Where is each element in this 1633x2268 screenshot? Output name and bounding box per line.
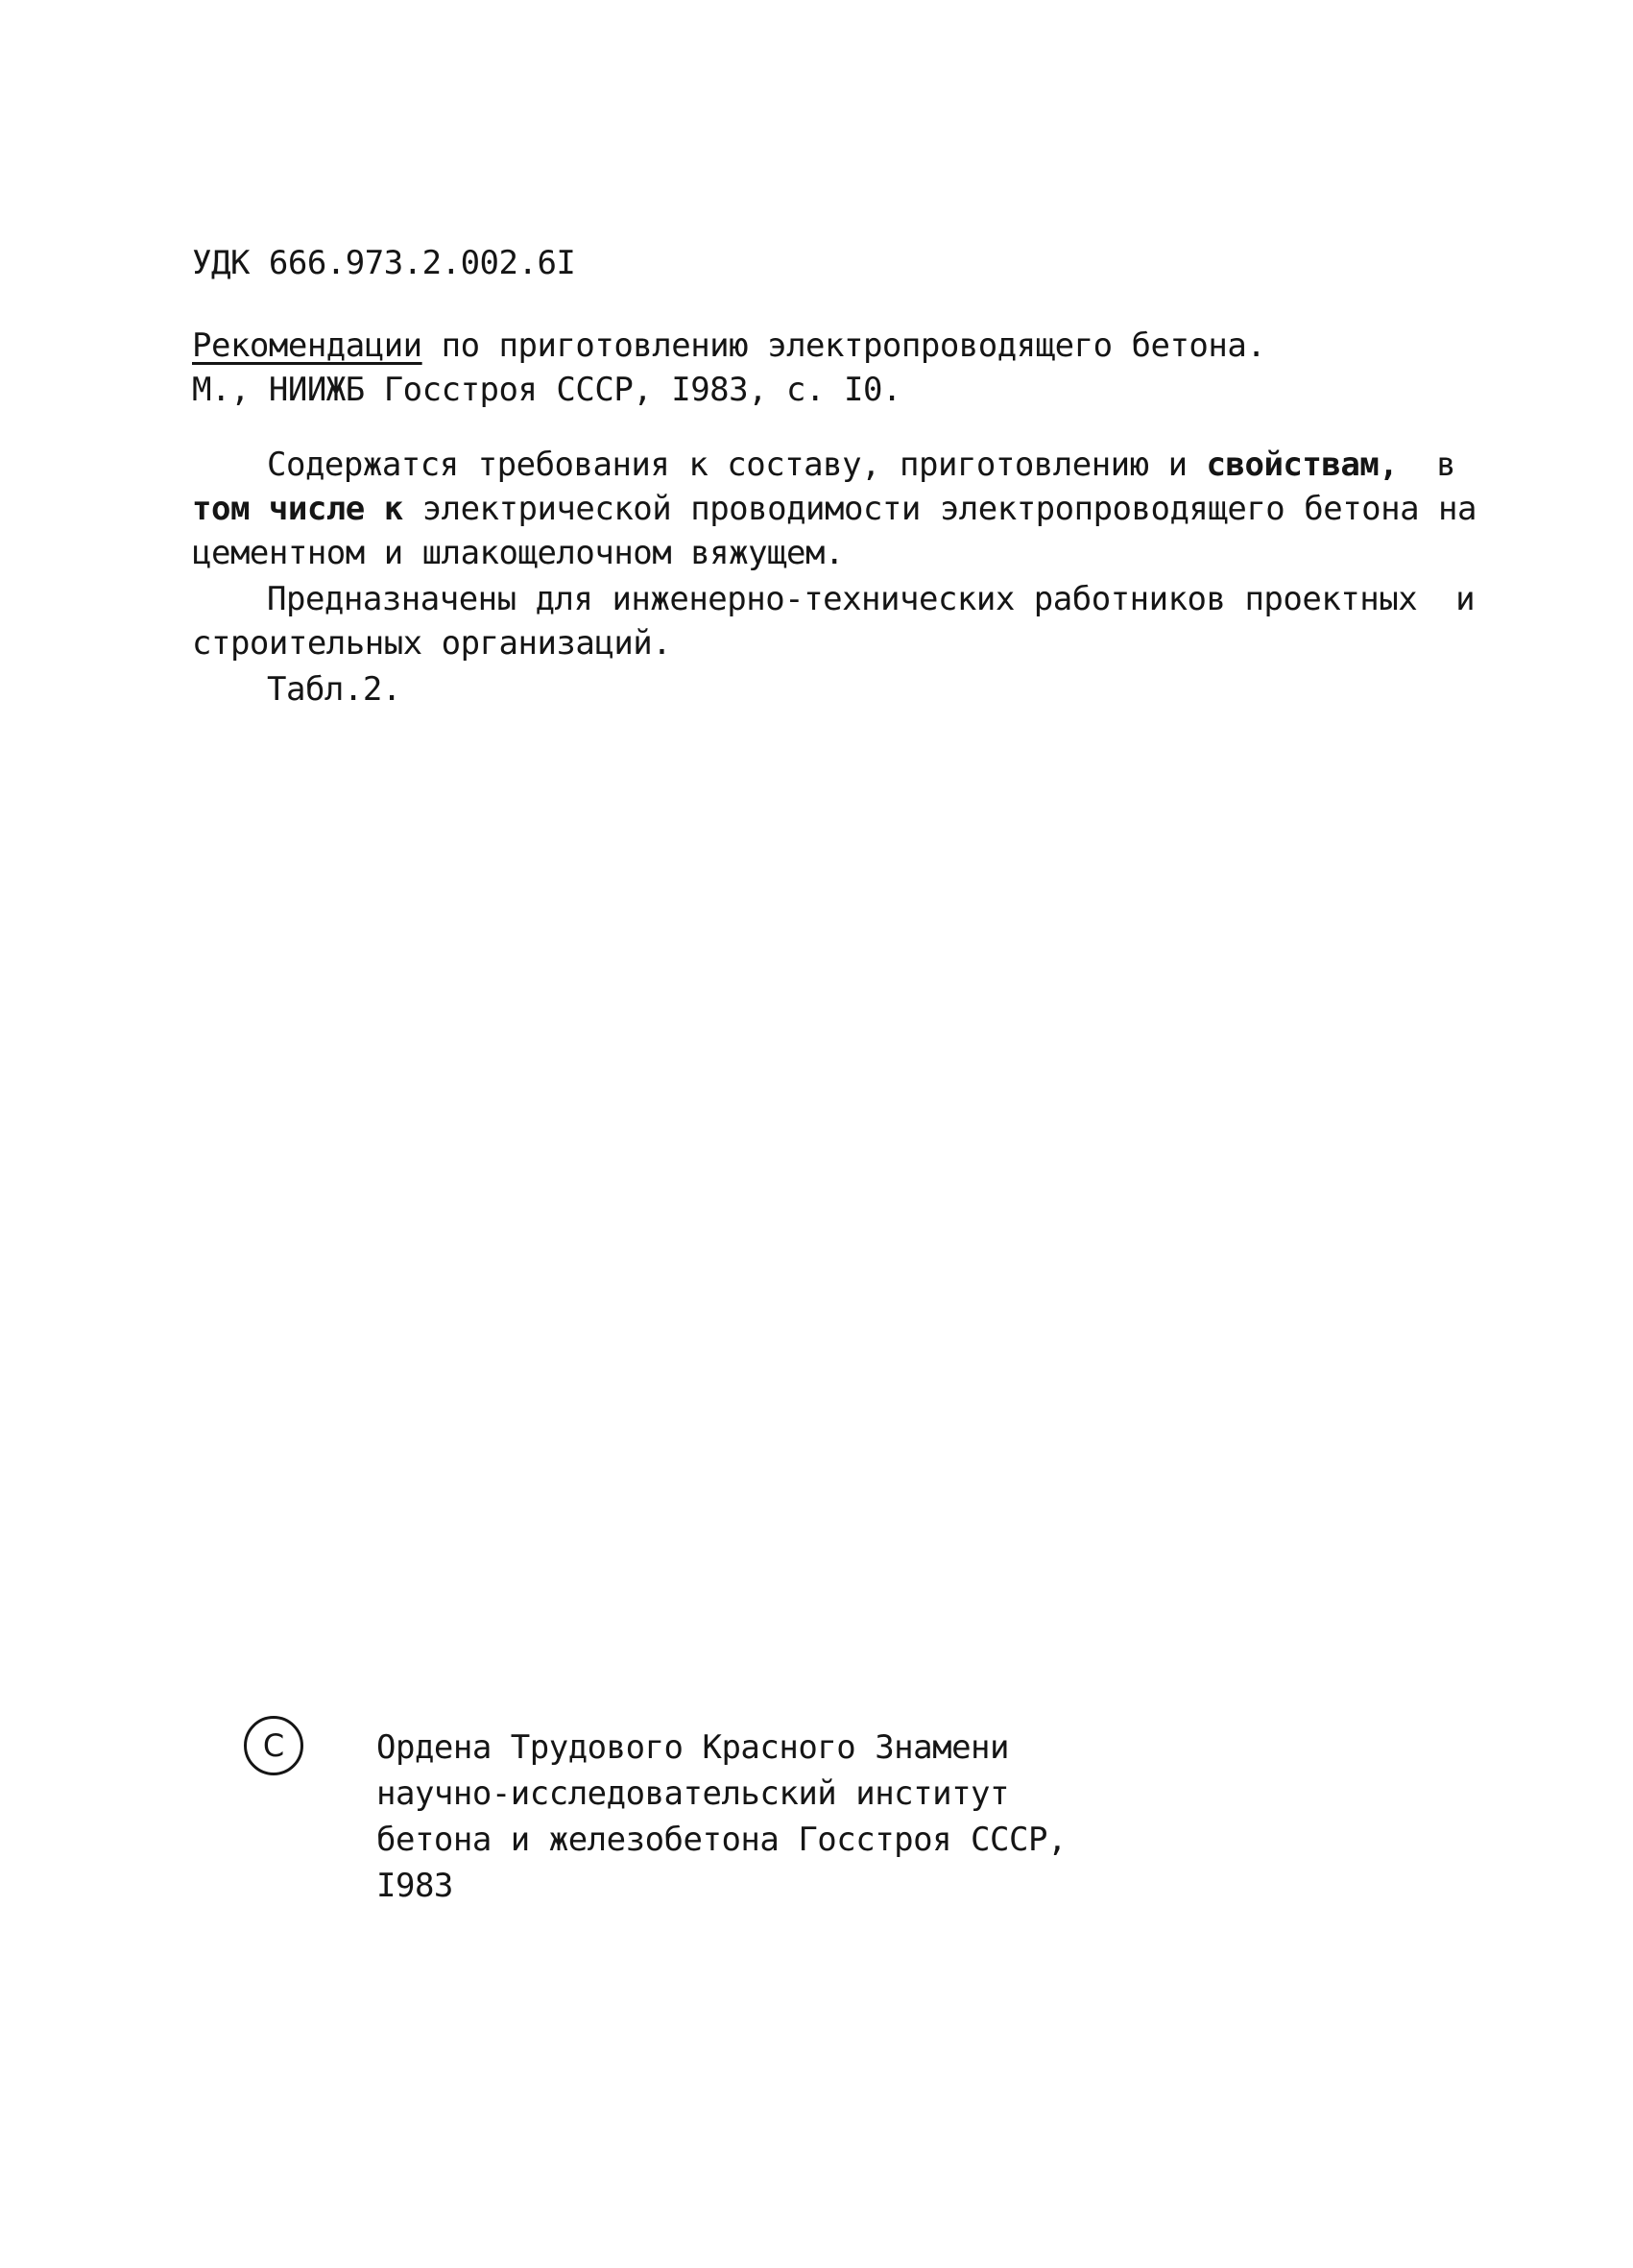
title-rest: по приготовлению электропроводящего бетона. [421, 326, 1266, 365]
copyright-line-3: бетона и железобетона Госстроя СССР, [376, 1821, 1067, 1859]
copyright-line-1: Ордена Трудового Красного Знамени [376, 1728, 1010, 1767]
abstract-line-4: Предназначены для инженерно-технических работников проектных и [267, 580, 1476, 618]
table-count: Табл.2. [267, 670, 401, 709]
title-keyword: Рекомендации [192, 326, 422, 365]
abstract-line-1-b: свойствам, [1206, 446, 1399, 484]
copyright-year: I983 [376, 1867, 453, 1905]
copyright-icon [244, 1716, 303, 1775]
abstract-line-5: строительных организаций. [192, 624, 672, 663]
abstract-line-1-a: Содержатся требования к составу, приготовлению и [267, 446, 1207, 484]
document-title [192, 326, 1265, 365]
publisher-line: М., НИИЖБ Госстроя СССР, I983, с. I0. [192, 371, 901, 409]
abstract-line-2-a: том числе к [192, 490, 403, 528]
copyright-symbol: C [262, 1727, 285, 1764]
abstract-line-1 [267, 446, 1455, 484]
abstract-line-3: цементном и шлакощелочном вяжущем. [192, 534, 844, 572]
abstract-line-2-b: электрической проводимости электропроводящего бетона на [402, 490, 1477, 528]
copyright-line-2: научно-исследовательский институт [376, 1774, 1010, 1813]
udk-code: УДК 666.973.2.002.6I [192, 244, 576, 282]
abstract-line-1-c: в [1398, 446, 1456, 484]
abstract-line-2 [192, 490, 1477, 528]
